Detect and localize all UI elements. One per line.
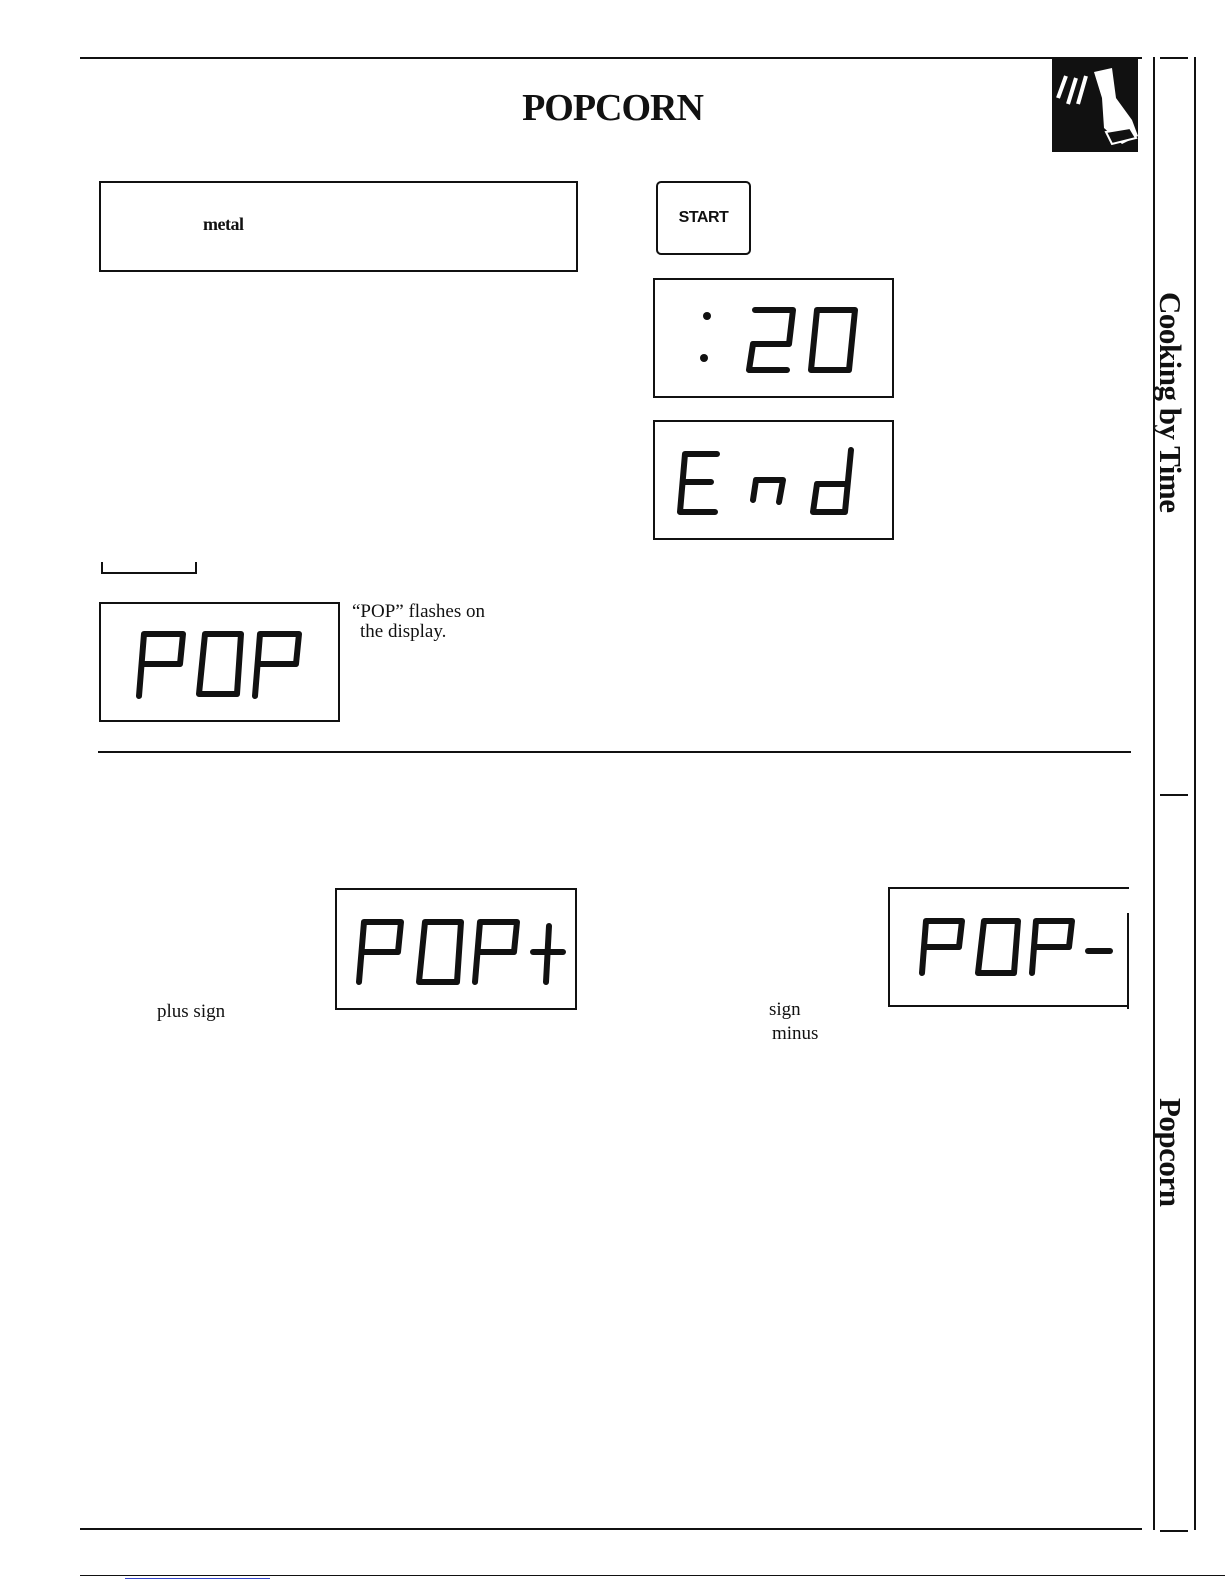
end-display xyxy=(653,420,894,540)
bottom-rule xyxy=(80,1528,1142,1530)
pop-flash-note-line1: “POP” flashes on xyxy=(352,601,485,622)
plus-sign-note: plus sign xyxy=(157,1001,226,1022)
start-button[interactable]: START xyxy=(656,181,751,255)
minus-note: minus xyxy=(772,1023,819,1044)
footer-rule xyxy=(80,1575,1225,1576)
pop-display xyxy=(99,602,340,722)
caution-word-metal: metal xyxy=(203,214,244,234)
side-tab-cap-bottom xyxy=(1160,1530,1188,1532)
timer-display xyxy=(653,278,894,398)
side-tab-right-rule xyxy=(1194,57,1196,1530)
top-rule xyxy=(80,57,1142,59)
section-rule xyxy=(98,751,1131,753)
pop-minus-display xyxy=(888,887,1129,1007)
pop-plus-display xyxy=(335,888,577,1010)
sign-note: sign xyxy=(769,999,801,1020)
pop-flash-note-line2: the display. xyxy=(360,621,447,642)
side-tab-cooking-by-time: Cooking by Time xyxy=(1153,292,1188,513)
footer-link-underline xyxy=(125,1578,270,1579)
side-tab-cap-top xyxy=(1160,57,1188,59)
side-tab-divider xyxy=(1160,794,1188,796)
side-tab-left-rule xyxy=(1153,57,1155,1530)
side-tab-popcorn: Popcorn xyxy=(1153,1098,1188,1207)
bracket-mark xyxy=(101,562,197,574)
hand-pressing-key-icon xyxy=(1052,58,1138,152)
caution-box xyxy=(99,181,578,272)
page-title: POPCORN xyxy=(522,87,703,129)
